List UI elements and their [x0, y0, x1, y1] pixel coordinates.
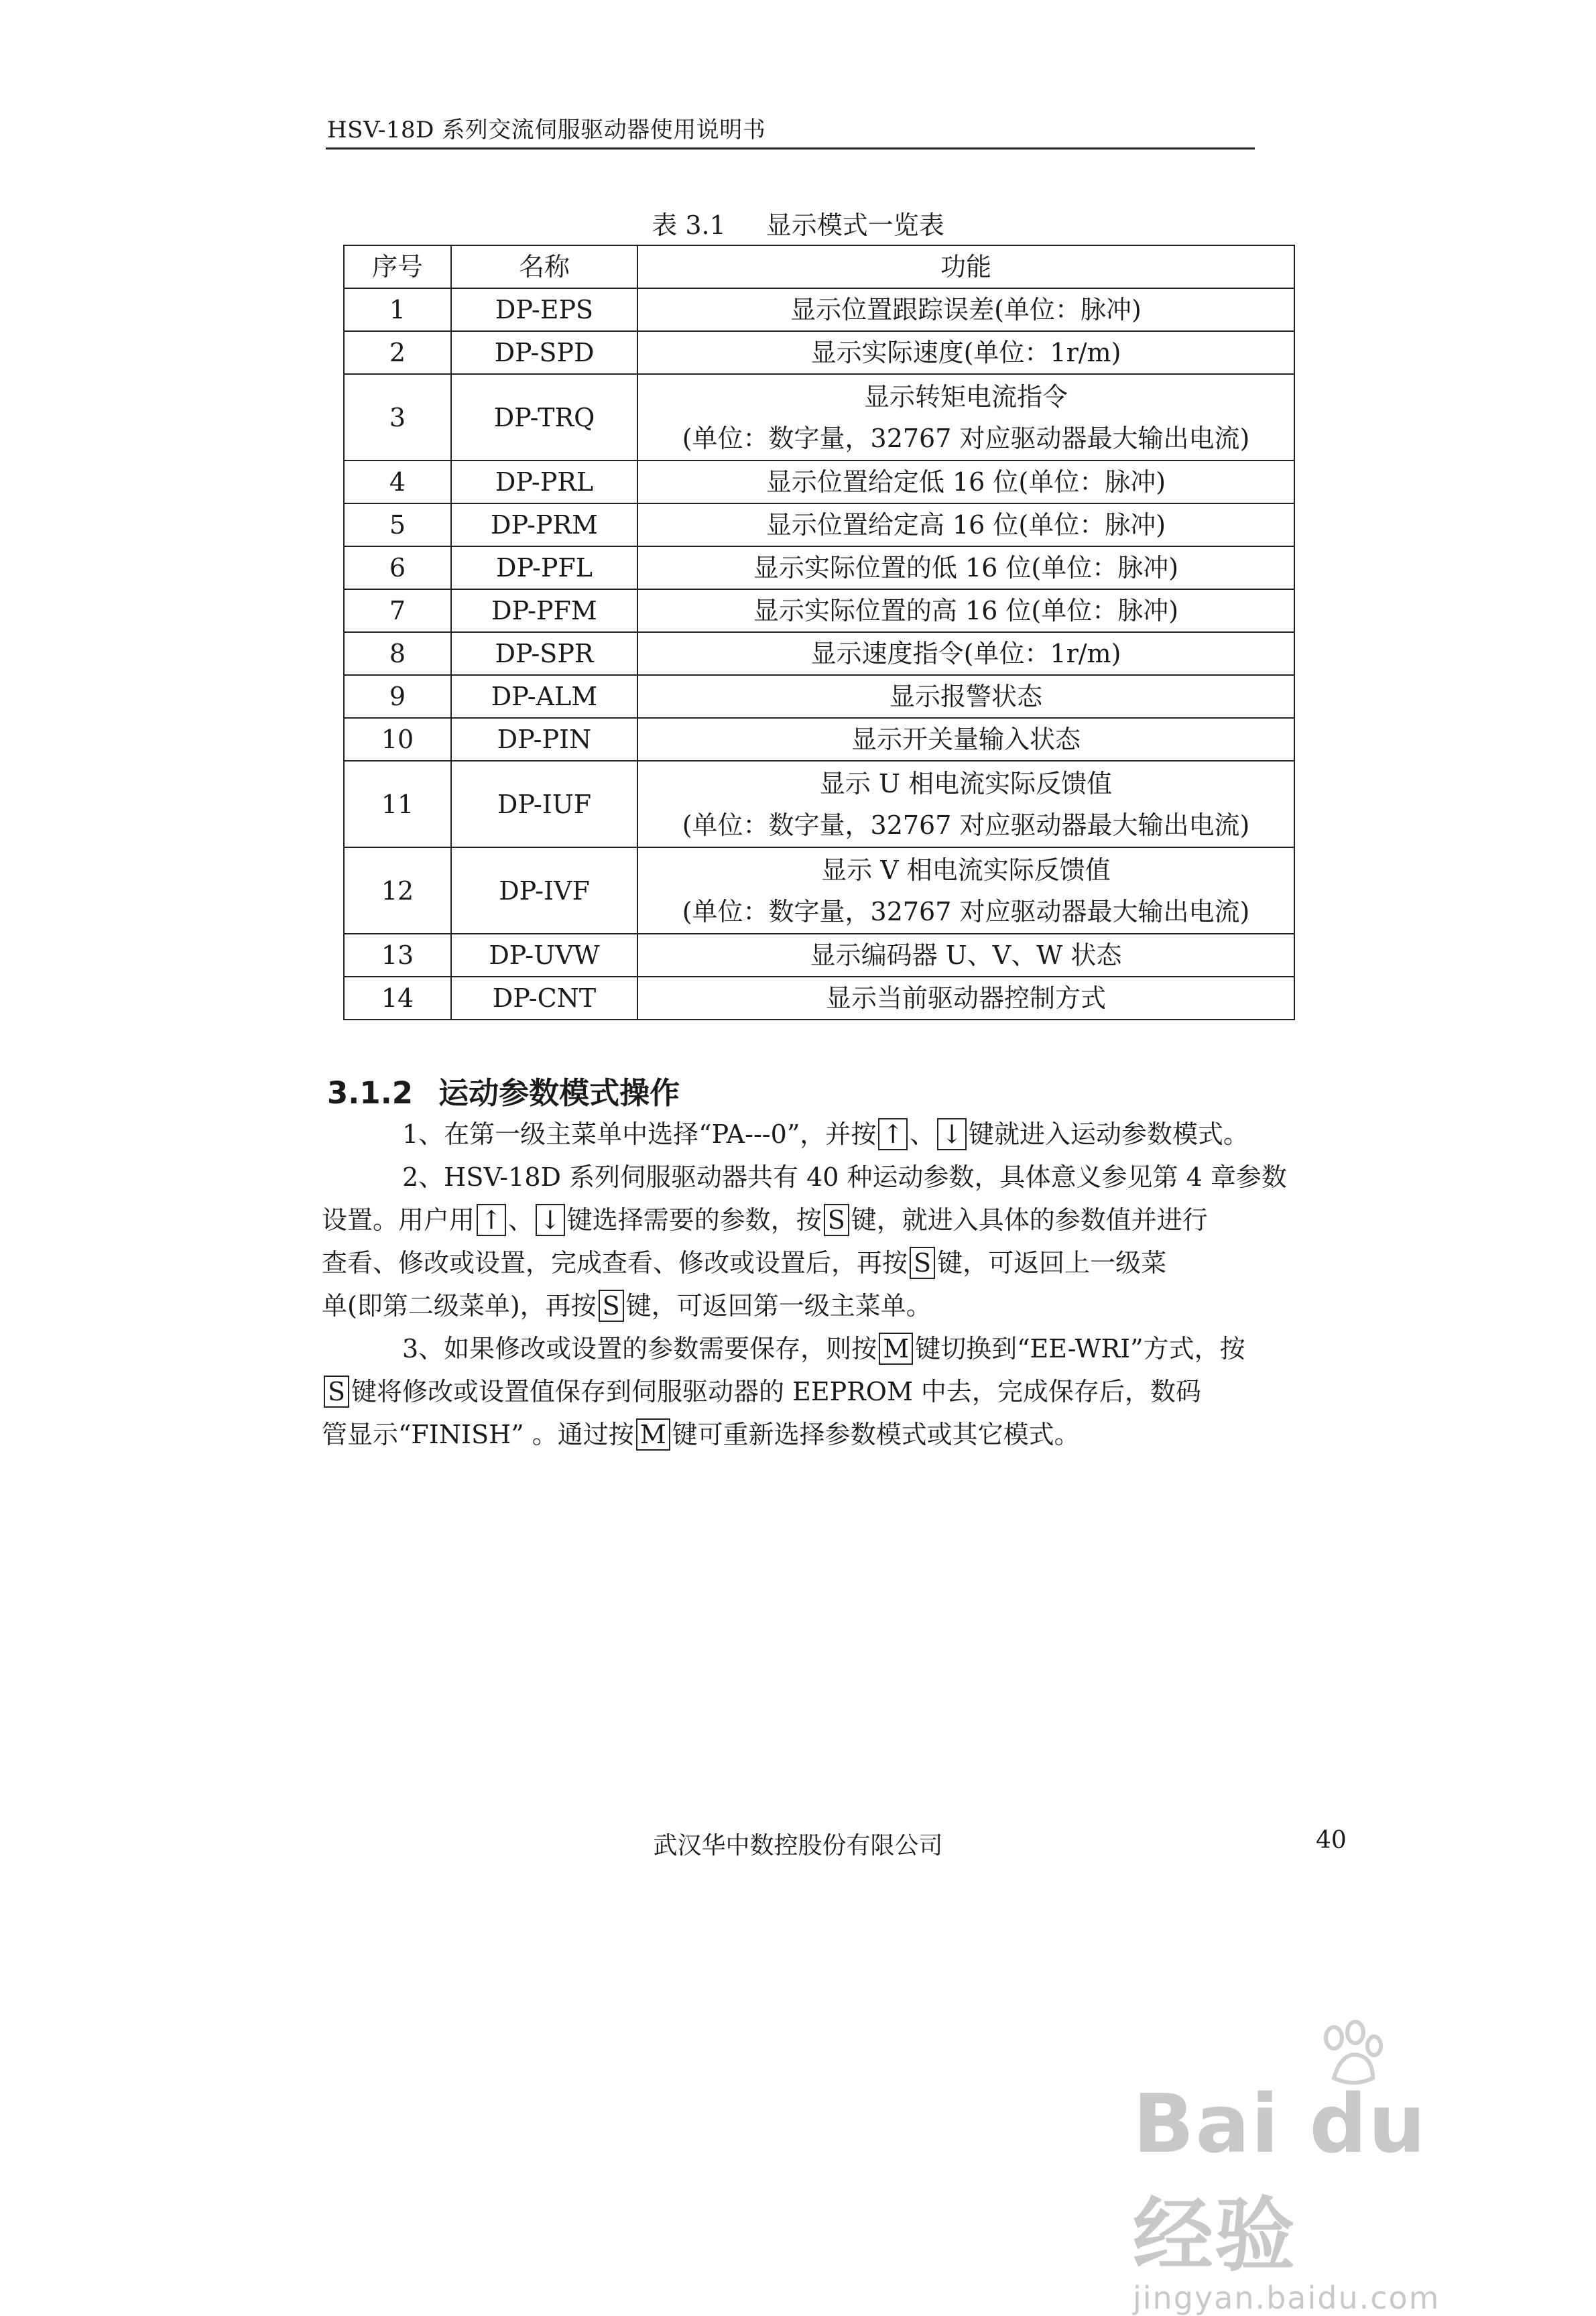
cell-no	[344, 934, 451, 977]
cell-name	[451, 589, 637, 632]
p1-text-c: 键就进入运动参数模式。	[968, 1119, 1249, 1149]
cell-no-text: 8	[389, 639, 406, 668]
cell-no	[344, 632, 451, 675]
table-row	[344, 461, 1294, 503]
cell-no-text: 4	[389, 467, 406, 497]
table-row	[344, 847, 1294, 934]
cell-function-text: 显示实际位置的低 16 位(单位：脉冲)	[753, 553, 1179, 583]
cell-name-text: DP-EPS	[495, 295, 594, 324]
cell-name	[451, 761, 637, 847]
table-row	[344, 503, 1294, 546]
p2-text-b: 设置。用户用	[322, 1205, 475, 1235]
watermark	[1133, 2078, 1508, 2316]
cell-no	[344, 461, 451, 503]
paragraph-3	[402, 1327, 1347, 1370]
cell-no	[344, 977, 451, 1020]
cell-function-text: 显示 V 相电流实际反馈值	[821, 855, 1111, 885]
table-row	[344, 934, 1294, 977]
cell-name	[451, 934, 637, 977]
cell-no-text: 1	[389, 295, 406, 324]
p3-text-a: 3、如果修改或设置的参数需要保存，则按	[402, 1334, 877, 1363]
cell-function	[637, 718, 1294, 761]
page-number: 40	[1316, 1827, 1347, 1854]
cell-name	[451, 331, 637, 374]
paragraph-3-cont-2	[322, 1413, 1347, 1456]
table-row	[344, 589, 1294, 632]
cell-function-text: 显示当前驱动器控制方式	[825, 983, 1106, 1013]
cell-function-text: 显示 U 相电流实际反馈值	[819, 768, 1113, 798]
cell-name-text: DP-PRL	[495, 467, 594, 497]
cell-no-text: 10	[381, 725, 414, 754]
s-key: S	[599, 1290, 624, 1322]
cell-name	[451, 461, 637, 503]
cell-no-text: 5	[389, 510, 406, 540]
cell-name-text: DP-ALM	[491, 682, 598, 711]
cell-function	[637, 503, 1294, 546]
cell-name-text: DP-PRM	[491, 510, 598, 540]
table-row	[344, 288, 1294, 331]
paragraph-3-cont-1	[322, 1370, 1347, 1413]
section-body	[322, 1113, 1347, 1456]
cell-no	[344, 589, 451, 632]
p2-text-e: 键，就进入具体的参数值并进行	[851, 1205, 1208, 1235]
running-header: HSV-18D 系列交流伺服驱动器使用说明书	[327, 117, 766, 143]
cell-function-text: 显示速度指令(单位：1r/m)	[810, 639, 1121, 668]
table-row	[344, 546, 1294, 589]
cell-function	[637, 761, 1294, 847]
p2-text-i: 键，可返回第一级主菜单。	[625, 1291, 932, 1321]
watermark-logo: Bai du 经验	[1133, 2078, 1427, 2282]
p2-text-c: 、	[507, 1205, 534, 1235]
cell-name	[451, 675, 637, 718]
caption-number: 表 3.1	[652, 210, 726, 240]
cell-function-text: 显示位置跟踪误差(单位：脉冲)	[790, 295, 1142, 324]
cell-name	[451, 546, 637, 589]
display-mode-table	[343, 245, 1295, 1020]
section-title: 运动参数模式操作	[438, 1075, 680, 1111]
up-key: ↑	[878, 1118, 908, 1150]
cell-function	[637, 461, 1294, 503]
cell-function	[637, 589, 1294, 632]
cell-no	[344, 331, 451, 374]
cell-no	[344, 503, 451, 546]
table-caption	[0, 204, 1596, 241]
cell-function	[637, 546, 1294, 589]
cell-no-text: 11	[381, 789, 414, 819]
cell-function-text: 显示转矩电流指令	[863, 381, 1068, 412]
cell-function	[637, 288, 1294, 331]
cell-name	[451, 632, 637, 675]
cell-no-text: 3	[389, 402, 406, 432]
cell-name	[451, 977, 637, 1020]
p3-text-b: 键切换到“EE-WRI”方式，按	[915, 1334, 1245, 1363]
cell-function	[637, 934, 1294, 977]
p2-text-d: 键选择需要的参数，按	[566, 1205, 822, 1235]
cell-no	[344, 288, 451, 331]
cell-name-text: DP-IUF	[497, 789, 592, 819]
col-header-no: 序号	[344, 245, 451, 288]
watermark-url: jingyan.baidu.com	[1133, 2280, 1440, 2316]
header-rule	[326, 147, 1255, 149]
up-key: ↑	[477, 1204, 506, 1236]
cell-name-text: DP-PFM	[491, 596, 597, 625]
cell-name-text: DP-IVF	[499, 875, 590, 906]
cell-no	[344, 675, 451, 718]
cell-no-text: 13	[381, 940, 414, 970]
cell-no	[344, 847, 451, 934]
cell-function	[637, 675, 1294, 718]
p3-text-c: 键将修改或设置值保存到伺服驱动器的 EEPROM 中去，完成保存后，数码	[351, 1377, 1201, 1406]
cell-function-text: 显示编码器 U、V、W 状态	[810, 940, 1122, 970]
cell-function-text: 显示开关量输入状态	[851, 725, 1081, 754]
cell-no	[344, 718, 451, 761]
cell-function-text: 显示实际位置的高 16 位(单位：脉冲)	[753, 596, 1179, 625]
p3-text-e: 键可重新选择参数模式或其它模式。	[672, 1420, 1080, 1449]
cell-function-unit: (单位：数字量，32767 对应驱动器最大输出电流)	[682, 810, 1250, 840]
table-row	[344, 374, 1294, 461]
p2-text-f: 查看、修改或设置，完成查看、修改或设置后，再按	[322, 1248, 908, 1278]
cell-name-text: DP-SPR	[495, 639, 594, 668]
p1-text-b: 、	[910, 1119, 936, 1149]
cell-name-text: DP-CNT	[492, 983, 597, 1013]
cell-name-text: DP-PFL	[496, 553, 593, 583]
m-key: M	[879, 1333, 913, 1365]
s-key: S	[910, 1247, 935, 1279]
cell-no	[344, 374, 451, 461]
cell-function	[637, 374, 1294, 461]
cell-no-text: 6	[389, 553, 406, 583]
cell-function-text: 显示报警状态	[889, 682, 1042, 711]
cell-name-text: DP-UVW	[489, 940, 600, 970]
cell-function-text: 显示位置给定高 16 位(单位：脉冲)	[765, 510, 1166, 540]
cell-function-unit: (单位：数字量，32767 对应驱动器最大输出电流)	[682, 423, 1250, 453]
s-key: S	[324, 1376, 349, 1408]
cell-no	[344, 546, 451, 589]
table-row	[344, 718, 1294, 761]
p2-text-g: 键，可返回上一级菜	[937, 1248, 1167, 1278]
cell-function	[637, 331, 1294, 374]
cell-function-text: 显示实际速度(单位：1r/m)	[810, 338, 1121, 367]
paragraph-2-cont-3	[322, 1284, 1347, 1327]
cell-name	[451, 503, 637, 546]
cell-no-text: 9	[389, 682, 406, 711]
table-row	[344, 331, 1294, 374]
paragraph-2-cont-1	[322, 1199, 1347, 1241]
table-row	[344, 675, 1294, 718]
table-row	[344, 761, 1294, 847]
cell-no-text: 2	[389, 338, 406, 367]
cell-no	[344, 761, 451, 847]
section-number: 3.1.2	[327, 1075, 414, 1111]
cell-name-text: DP-TRQ	[493, 402, 595, 432]
cell-function	[637, 977, 1294, 1020]
cell-function	[637, 847, 1294, 934]
cell-name-text: DP-PIN	[497, 725, 592, 754]
p2-text-h: 单(即第二级菜单)，再按	[322, 1291, 597, 1321]
col-header-function: 功能	[637, 245, 1294, 288]
p1-text-a: 1、在第一级主菜单中选择“PA---0”，并按	[402, 1119, 877, 1149]
cell-no-text: 14	[381, 983, 414, 1013]
table-header-row	[344, 245, 1294, 288]
caption-title: 显示模式一览表	[765, 210, 944, 240]
paragraph-1	[402, 1113, 1347, 1156]
p2-text-a: 2、HSV-18D 系列伺服驱动器共有 40 种运动参数，具体意义参见第 4 章参数	[402, 1162, 1287, 1192]
cell-name	[451, 374, 637, 461]
col-header-name: 名称	[451, 245, 637, 288]
cell-no-text: 7	[389, 596, 406, 625]
cell-name	[451, 847, 637, 934]
cell-name	[451, 288, 637, 331]
s-key: S	[824, 1204, 849, 1236]
cell-name-text: DP-SPD	[494, 338, 595, 367]
p3-text-d: 管显示“FINISH” 。通过按	[322, 1420, 634, 1449]
down-key: ↓	[536, 1204, 565, 1236]
down-key: ↓	[937, 1118, 967, 1150]
section-heading	[327, 1069, 680, 1112]
paragraph-2	[402, 1156, 1347, 1199]
cell-no-text: 12	[381, 875, 414, 906]
table-row	[344, 632, 1294, 675]
footer-company: 武汉华中数控股份有限公司	[653, 1832, 943, 1860]
m-key: M	[636, 1418, 670, 1451]
cell-function-text: 显示位置给定低 16 位(单位：脉冲)	[765, 467, 1166, 497]
table-row	[344, 977, 1294, 1020]
cell-function	[637, 632, 1294, 675]
cell-function-unit: (单位：数字量，32767 对应驱动器最大输出电流)	[682, 896, 1250, 926]
cell-name	[451, 718, 637, 761]
paragraph-2-cont-2	[322, 1241, 1347, 1284]
